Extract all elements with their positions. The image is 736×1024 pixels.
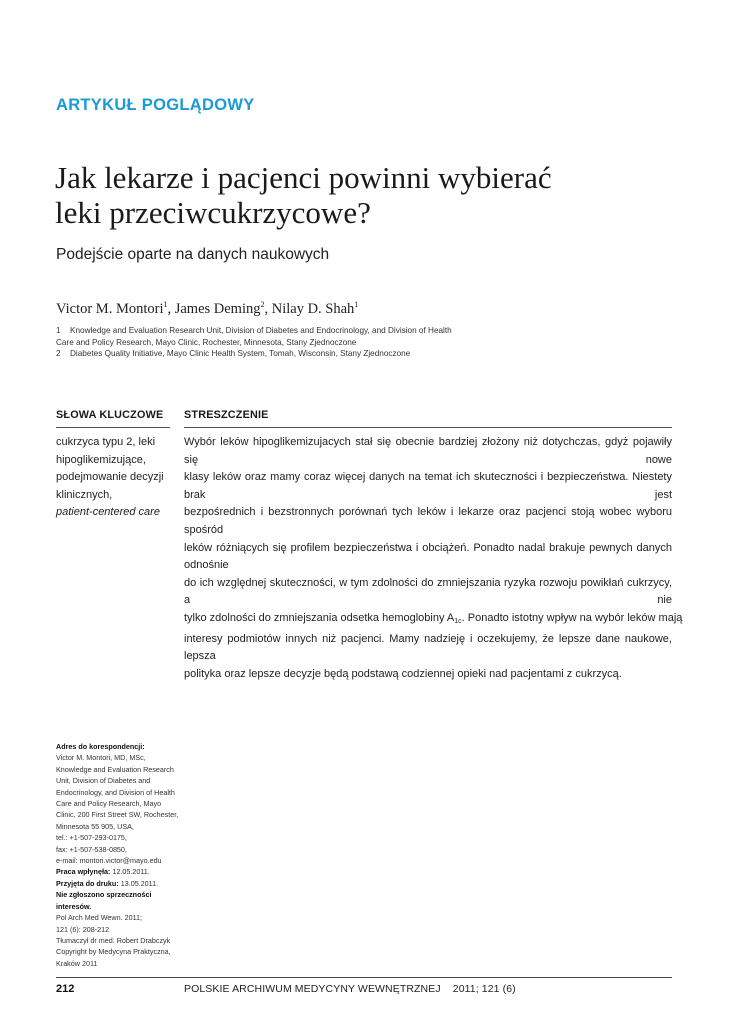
affiliation-line <box>56 325 476 337</box>
keywords-list <box>56 434 174 522</box>
correspondence-email: e-mail: montori.victor@mayo.edu <box>56 856 162 866</box>
hba1c-subscript: 1c <box>454 617 462 625</box>
author-affiliation-mark: 1 <box>163 300 168 309</box>
abstract-text: tylko zdolności do zmniejszania odsetka hemoglobiny A <box>184 611 455 624</box>
translator-line: Tłumaczył dr med. Robert Drabczyk <box>56 935 171 945</box>
keyword-line: cukrzyca typu 2, leki <box>56 436 156 448</box>
article-title <box>55 160 675 230</box>
abstract-line: klasy leków oraz mamy coraz więcej danych na temat ich skuteczności i bezpieczeństwa. Niestety brak jest <box>184 471 672 501</box>
journal-citation: POLSKIE ARCHIWUM MEDYCYNY WEWNĘTRZNEJ 2011; 121 (6) <box>184 983 516 995</box>
footer-divider <box>56 977 672 978</box>
correspondence-heading: Adres do korespondencji: <box>56 742 145 751</box>
received-label: Praca wpłynęła: <box>56 867 111 877</box>
correspondence-line: fax: +1-507-538-0850, <box>56 844 127 854</box>
correspondence-line: tel.: +1-507-293-0175, <box>56 833 127 843</box>
author-affiliation-mark: 2 <box>260 300 265 309</box>
conflict-statement: Nie zgłoszono sprzeczności <box>56 890 152 900</box>
keyword-line: klinicznych, <box>56 488 113 501</box>
affiliation-number: 1 <box>56 326 61 335</box>
affiliation-text: Diabetes Quality Initiative, Mayo Clinic Health System, Tomah, Wisconsin, Stany Zjednoczone <box>70 349 411 358</box>
correspondence-line: Minnesota 55 905, USA, <box>56 821 134 831</box>
received-date <box>56 866 176 877</box>
received-value: 12.05.2011. <box>110 867 150 877</box>
affiliation-text: Care and Policy Research, Mayo Clinic, Rochester, Minnesota, Stany Zjednoczone <box>56 337 357 347</box>
correspondence-block <box>56 741 179 969</box>
author-name: James Deming <box>174 301 261 317</box>
accepted-label: Przyjęta do druku: <box>56 878 119 888</box>
correspondence-line: Knowledge and Evaluation Research <box>56 764 174 774</box>
title-line-2: leki przeciwcukrzycowe? <box>55 195 371 230</box>
correspondence-line: Clinic, 200 First Street SW, Rochester, <box>56 810 179 820</box>
affiliation-line <box>56 337 476 349</box>
author-list <box>56 300 358 318</box>
abstract-heading: STRESZCZENIE <box>184 409 269 421</box>
abstract-body <box>184 434 683 683</box>
abstract-line: polityka oraz lepsze decyzje będą podstawą codziennej opieki nad pacjentami z cukrzycą. <box>184 667 622 680</box>
keywords-heading: SŁOWA KLUCZOWE <box>56 409 164 421</box>
copyright-line: Copyright by Medycyna Praktyczna, <box>56 947 171 957</box>
correspondence-line: Victor M. Montori, MD, MSc, <box>56 753 146 763</box>
affiliation-line <box>56 348 476 360</box>
correspondence-line: Care and Policy Research, Mayo <box>56 799 162 809</box>
correspondence-line: Unit, Division of Diabetes and <box>56 776 151 786</box>
author-affiliation-mark: 1 <box>354 300 359 309</box>
copyright-line: Kraków 2011 <box>56 958 98 968</box>
abstract-text: . Ponadto istotny wpływ na wybór leków mają <box>461 611 683 624</box>
citation-line: 121 (6): 208-212 <box>56 924 110 934</box>
abstract-line: leków różniących się profilem bezpieczeństwa i obciążeń. Ponadto nadal brakuje pewnych danych odnośnie <box>184 541 672 572</box>
author-name: Victor M. Montori <box>56 301 164 317</box>
accepted-date <box>56 878 176 889</box>
affiliations <box>56 325 476 360</box>
page-number: 212 <box>56 983 75 995</box>
author-name: Nilay D. Shah <box>271 301 355 317</box>
accepted-value: 13.05.2011. <box>118 878 159 888</box>
author-separator: , <box>264 301 272 317</box>
keyword-line: hipoglikemizujące, <box>56 453 146 466</box>
conflict-statement: interesów. <box>56 901 92 911</box>
abstract-line: Wybór leków hipoglikemizujacych stał się obecnie bardziej złożony niż dotychczas, gdyż pojawiły się nowe <box>184 436 672 466</box>
abstract-line: do ich względnej skuteczności, w tym zdolności do zmniejszania ryzyka rozwoju powikłań cukrzycy, a nie <box>184 576 672 607</box>
title-line-1: Jak lekarze i pacjenci powinni wybierać <box>55 160 552 195</box>
correspondence-line: Endocrinology, and Division of Health <box>56 787 175 797</box>
abstract-line: bezpośrednich i bezstronnych porównań tych leków i lekarze oraz pacjenci stoją wobec wyboru spośród <box>184 506 672 536</box>
keyword-line: podejmowanie decyzji <box>56 471 164 484</box>
affiliation-text: Knowledge and Evaluation Research Unit, Division of Diabetes and Endocrinology, and Division of Health <box>70 326 452 335</box>
abstract-line: interesy podmiotów innych niż pacjenci. Mamy nadzieję i oczekujemy, że lepsze dane naukowe, lepsza <box>184 632 672 663</box>
citation-line: Pol Arch Med Wewn. 2011; <box>56 913 143 923</box>
keyword-line-italic: patient-centered care <box>56 506 160 519</box>
article-subtitle: Podejście oparte na danych naukowych <box>56 246 330 263</box>
author-separator: , <box>167 301 175 317</box>
abstract-divider <box>184 427 672 428</box>
abstract-line <box>184 610 683 631</box>
affiliation-number: 2 <box>56 349 61 358</box>
keywords-divider <box>56 427 170 428</box>
section-label: ARTYKUŁ POGLĄDOWY <box>56 96 255 114</box>
